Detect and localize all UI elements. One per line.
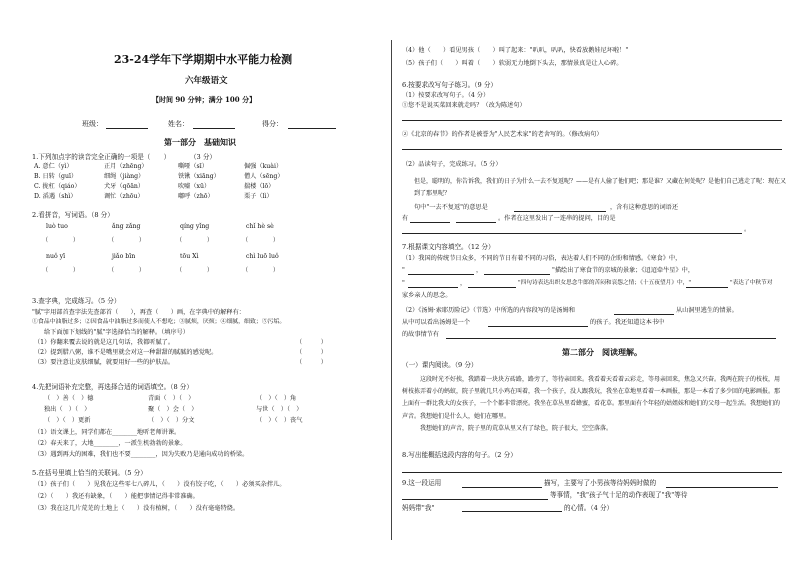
- q7-l3-open: ": [402, 280, 405, 287]
- q6-meaning-blank[interactable]: [514, 211, 606, 212]
- q4-sentence-3: （3）遇到再大的困难，我们也不要________，因为失败乃是通向成功的桥梁。: [34, 451, 249, 458]
- pinyin-box-7[interactable]: （ ）: [176, 267, 214, 274]
- q5-sentence-2: （2）（ ）我还有缺象，（ ）能把事情记得非常准确。: [34, 493, 199, 500]
- q5-sentence-4: （4）他（ ）看见男孩（ ）叫了起来："叭叭，叭叭，快看放鹅娃尼坏啦！": [402, 47, 629, 54]
- q1-option-d: D. 滔遇（shì）: [34, 193, 77, 200]
- pinyin-box-6[interactable]: （ ）: [108, 267, 146, 274]
- q8-answer-line[interactable]: [402, 472, 782, 473]
- q7-line4: 家乡亲人的思念。: [402, 292, 452, 299]
- q5-sentence-1: （1）孩子们（ ）见我在这些零七八碎儿，（ ）没有饺子吃，（ ）必须买杂拌儿。: [34, 481, 286, 488]
- q3-stem: 3.查字典，完成练习。（5 分）: [32, 297, 121, 305]
- q9-part-d: 妈妈带"我": [402, 504, 435, 512]
- q6-answer-line-1[interactable]: [402, 120, 782, 121]
- q7-line1: （1）我国的传统节日众多，不同的节日有着不同的习俗，表达着人们不同的企盼和情感。《寒食》中，: [402, 255, 682, 262]
- pinyin-box-3[interactable]: （ ）: [176, 237, 214, 244]
- q4-sentence-1: （1）语文课上，同学们都在________地听老师讲课。: [34, 429, 181, 436]
- q8-stem: 8.写出能概括选段内容的句子。（2 分）: [402, 451, 517, 459]
- part2-title: 第二部分 阅读理解。: [562, 347, 642, 357]
- q7-blank-4[interactable]: [468, 287, 516, 288]
- q9-blank-4[interactable]: [462, 511, 562, 512]
- q7-l2-tail: "描绘出了寒食节的京城的景象；《迢迢牵牛星》中，: [552, 267, 695, 274]
- q7-blank-1[interactable]: [408, 274, 474, 275]
- q1-stem: 1.下列加点字的读音完全正确的一项是（ ） （3 分）: [32, 153, 217, 161]
- idiom-2[interactable]: 青面（ ）（ ）: [148, 395, 195, 402]
- idiom-6[interactable]: 与世（ ）（ ）: [256, 406, 303, 413]
- pinyin-8: chì luō luǒ: [246, 253, 279, 260]
- class-label: 班级：: [82, 120, 103, 128]
- q4-stem: 4.先把词语补充完整，再选择合适的词语填空。（8 分）: [32, 383, 193, 391]
- q1-d-word3: 嘟呼（zhō）: [178, 193, 214, 200]
- q9-part-c: 等事情，"我"孩子气十足的动作表现了"我"等待: [550, 491, 688, 499]
- subject-title: 六年级语文: [185, 76, 228, 86]
- part1-title: 第一部分 基础知识: [164, 137, 236, 147]
- q9-part-a: 9.这一段运用: [402, 479, 442, 487]
- q7-l6: 从中可以看出汤姆是一个: [402, 319, 471, 326]
- pinyin-7: tōu Xì: [180, 253, 199, 260]
- pinyin-box-8[interactable]: （ ）: [242, 267, 280, 274]
- q4-sentence-2: （2）春天来了，大地________，一派生机勃勃的景象。: [34, 440, 187, 447]
- q6-synonym-label: 有: [402, 215, 409, 222]
- q6-synonym-blank-2[interactable]: [456, 222, 496, 223]
- q7-l2-comma: ，: [476, 267, 483, 274]
- q3-line3: 给下面加下划线的"腻"字选择恰当的解释。（填序号）: [44, 329, 189, 336]
- q7-blank-6[interactable]: [614, 314, 674, 315]
- column-divider: [391, 40, 392, 540]
- q7-l5: （2）《汤姆·索耶历险记》（节选）中所选的内容段写的是汤姆和: [402, 307, 575, 314]
- pinyin-box-2[interactable]: （ ）: [108, 237, 146, 244]
- q3-answer-1[interactable]: （ ）: [296, 339, 327, 346]
- q1-d-word2: 调忙（zhōu）: [104, 193, 144, 200]
- q3-sentence-3: （3）要注意让皮肤细腻，就要用好一些的护肤品。: [34, 359, 175, 366]
- q1-b-word3: 铁锹（xiāng）: [178, 173, 220, 180]
- q6-item1: ①您不是说买菜回来就走吗？（改为陈述句）: [402, 102, 526, 109]
- q1-b-word4: 僧人（sēng）: [244, 173, 284, 180]
- q3-line2: ①食品中油脂过多；②因食品中油脂过多而使人不想吃；③腻烦，厌烦；④细腻，细致；⑤污垢。: [32, 319, 286, 325]
- pinyin-box-5[interactable]: （ ）: [42, 267, 80, 274]
- q6-meaning-tail: ，含有这种意思的词语还: [610, 204, 679, 211]
- idiom-8[interactable]: （ ）（ ）分文: [148, 417, 195, 424]
- q7-l3-tail: "表达了中秋节对: [730, 280, 773, 286]
- q1-a-word3: 嘶哑（sī）: [178, 163, 208, 170]
- q7-blank-3[interactable]: [408, 287, 458, 288]
- q2-stem: 2.看拼音，写词语。（8 分）: [32, 211, 114, 219]
- q1-b-word2: 细绳（jiàng）: [104, 173, 145, 180]
- q9-part-e: 的心情。（4 分）: [564, 504, 614, 512]
- q9-part-b: 描写，主要写了小男孩等待妈妈时做的: [544, 479, 657, 487]
- q7-blank-8[interactable]: [446, 338, 776, 339]
- q1-option-c: C. 拢杠（qiáo）: [34, 183, 81, 190]
- left-column: [0, 0, 390, 561]
- q6-synonym-blank-1[interactable]: [410, 222, 450, 223]
- reading-passage-1: 这段时光不好挨，我踏着一块块方砖路，路旁了，等待亲回来。我看着天看着云彩走，等母亲回来，焦急又兴奋。我两在院子的枝枝，用树枝拣弄着小的蚂蚁，院子里就几只小鸡在叫着，我一个孩子，没人跟我玩，我坐在草地里看着一本画报，那是一本看了多少回的电影画报。那上面有一群比我大的女孩子，一个个都非常漂亮。我坐在草丛里看蜂蜜，看花草。那里面有个年轻的姑姐妹和她们的父母一起生活。我想她们的声音。我想她们是什么人，她们在哪里。: [402, 376, 781, 420]
- q7-stem: 7.根据课文内容填空。（12 分）: [402, 243, 495, 251]
- pinyin-1: luò tuo: [46, 223, 68, 230]
- q1-a-word4: 倔强（kuài）: [244, 163, 283, 170]
- right-column: [396, 0, 794, 561]
- idiom-4[interactable]: 独出（ ）（ ）: [44, 406, 91, 413]
- q1-option-a: A. 意仁（yì）: [34, 163, 73, 170]
- q1-option-b: B. 日转（guī）: [34, 173, 78, 180]
- q7-l7: 的故事情节有: [402, 331, 440, 338]
- q7-l3-comma: ，: [460, 280, 467, 287]
- idiom-7[interactable]: （ ）（ ）更新: [44, 417, 91, 424]
- q7-blank-7[interactable]: [488, 326, 588, 327]
- q5-sentence-3: （3）我在这几片荒芜的土地上（ ）没有植树，（ ）没有毫毫特烧。: [34, 505, 240, 512]
- q1-c-word2: 犬牙（qōān）: [104, 183, 145, 190]
- q6-part1: （1）按要求改写句子。（4 分）: [402, 92, 490, 99]
- pinyin-2: ǎng zǎng: [112, 223, 141, 230]
- idiom-5[interactable]: 聚（ ）会（ ）: [148, 406, 198, 413]
- q7-l2-open: ": [402, 267, 405, 274]
- q5-stem: 5.在括号里填上恰当的关联词。（5 分）: [32, 469, 147, 477]
- q1-d-word4: 栗子（lì）: [244, 193, 273, 200]
- pinyin-3: qíng yǐng: [180, 223, 210, 230]
- reading-passage-2: 我想她们的声音，院子里的荒草从里又有了绿色，院子很大，空空落落。: [420, 425, 613, 432]
- time-score: 【时间 90 分钟；满分 100 分】: [152, 95, 257, 104]
- q6-purpose-label: 。作者在这里发出了一连串的提问，目的是: [498, 215, 616, 222]
- pinyin-box-4[interactable]: （ ）: [242, 237, 280, 244]
- q6-answer-line-2[interactable]: [402, 149, 782, 150]
- q6-purpose-blank[interactable]: [402, 233, 742, 234]
- q7-l6-tail: 的孩子。我还知道这本书中: [590, 319, 665, 326]
- idiom-3[interactable]: （ ）（ ）角: [256, 395, 297, 402]
- pinyin-box-1[interactable]: （ ）: [42, 237, 80, 244]
- q3-sentence-1: （1）你翻来覆去说的就是这几句话，我都听腻了。: [34, 339, 175, 346]
- q3-line1: "腻"字用部首查字法先查部首（ ），再查（ ）画，在字典中的解释有：: [32, 309, 245, 316]
- q3-answer-3[interactable]: （ ）: [296, 359, 327, 366]
- q5-sentence-5: （5）孩子们（ ）叫着（ ）软弱无力地倒下头去，那情景真是让人心碎。: [402, 60, 623, 67]
- exam-title: 23-24学年下学期期中水平能力检测: [114, 53, 293, 66]
- name-label: 姓名：: [168, 120, 189, 128]
- pinyin-5: nuǒ yī: [46, 253, 66, 260]
- q6-item2: ②《北京的春节》的作者是被誉为"人民艺术家"的老舍写的。（修改病句）: [402, 131, 603, 138]
- idiom-1[interactable]: （ ）善（ ）德: [44, 395, 94, 402]
- name-field[interactable]: [193, 128, 235, 129]
- q9-blank-1[interactable]: [462, 487, 542, 488]
- q7-l3-middle: "四句诗表达出织女思念牛郎的苦闷和哀怨之情；《十五夜望月》中，": [518, 280, 692, 286]
- q3-answer-2[interactable]: （ ）: [296, 349, 327, 356]
- q1-a-word2: 正月（zhēng）: [104, 163, 148, 170]
- class-field[interactable]: [106, 128, 148, 129]
- score-field[interactable]: [288, 128, 336, 129]
- q7-blank-5[interactable]: [686, 287, 728, 288]
- q1-c-word4: 揣楼（lō）: [244, 183, 275, 190]
- q3-sentence-2: （2）提到腊八粥，谁不是嘴里就会对这一种甜甜的腻腻的感觉呢。: [34, 349, 218, 356]
- q6-part2: （2）品读句子，完成练习。（5 分）: [402, 161, 502, 168]
- q6-quote: 但是，聪明的，你告诉我，我们的日子为什么一去不复返呢？——是有人偷了他们吧；那是谁？又藏在何处呢？是他们自己逃走了呢：现在又到了那里呢？: [414, 178, 787, 197]
- pinyin-4: chǐ hè sè: [246, 223, 274, 230]
- q9-blank-2[interactable]: [666, 487, 778, 488]
- score-label: 得分：: [262, 120, 283, 128]
- reading-subtitle: （一）课内阅读。（9 分）: [402, 361, 478, 369]
- q1-c-word3: 吹嘘（xū）: [178, 183, 211, 190]
- q6-purpose-tail: 。: [744, 226, 751, 233]
- idiom-9[interactable]: （ ）（ ）丧气: [256, 417, 303, 424]
- q7-blank-2[interactable]: [484, 274, 550, 275]
- q9-blank-3[interactable]: [402, 499, 548, 500]
- q7-l5-tail: 从山洞里逃生的情景。: [676, 307, 738, 314]
- q6-stem: 6.按要求改写句子练习。（9 分）: [402, 81, 498, 89]
- q6-meaning-label: 句中"一去不复返"的意思是: [414, 204, 488, 211]
- pinyin-6: jiǎo bīn: [112, 253, 136, 260]
